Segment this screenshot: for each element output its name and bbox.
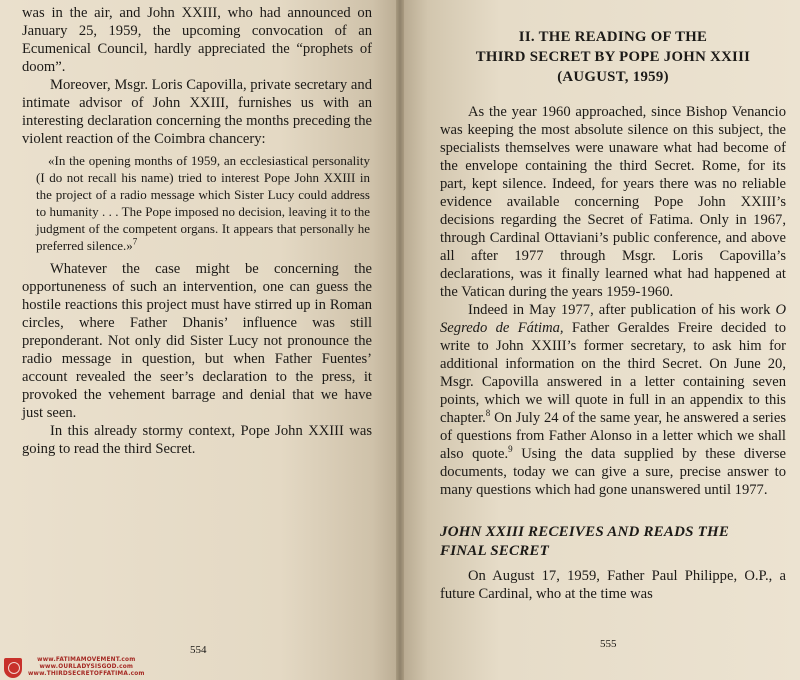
chapter-title-line-3: (AUGUST, 1959) bbox=[557, 69, 669, 85]
book-spine bbox=[396, 0, 404, 680]
right-paragraph-2 bbox=[440, 301, 786, 499]
chapter-title-line-2: THIRD SECRET BY POPE JOHN XXIII bbox=[475, 49, 751, 65]
crest-icon bbox=[4, 658, 22, 678]
right-page-text bbox=[440, 27, 786, 603]
page-number-right: 555 bbox=[600, 638, 617, 650]
left-paragraph-3: Whatever the case might be concerning the opportuneness of such an intervention, one can guess the hostile reactions this project must have stirred up in Roman circles, where Father Dhanis’ influence was still preponderant. Not only did Sister Lucy not pronounce the radio message in question, but when Father Fuentes’ account revealed the seer’s declaration to the press, it provoked the vehement barrage and denial that we have just seen. bbox=[22, 261, 372, 421]
watermark-url-2: www.OURLADYSISGOD.com bbox=[39, 664, 134, 670]
footnote-ref-9: 9 bbox=[508, 444, 513, 455]
section-title bbox=[440, 523, 786, 561]
watermark-url-3: www.THIRDSECRETOFFATIMA.com bbox=[28, 671, 145, 677]
right-paragraph-3: On August 17, 1959, Father Paul Philippe, O.P., a future Cardinal, who at the time was bbox=[440, 568, 786, 602]
left-page-text bbox=[22, 4, 372, 458]
left-paragraph-4: In this already stormy context, Pope John XXIII was going to read the third Secret. bbox=[22, 423, 372, 457]
right-paragraph-1: As the year 1960 approached, since Bishop Venancio was keeping the most absolute silence on this subject, the specialists themselves were unaware what had become of the envelope containing the third Secret. Rome, for its part, kept silence. Indeed, for years there was no reliable evidence available concerning Pope John XXIII’s decisions regarding the Secret of Fatima. Only in 1967, through Cardinal Ottaviani’s public conference, and above all after 1977 through Msgr. Loris Capovilla’s declarations, was it finally learned what had happened at the Vatican during the years 1959-1960. bbox=[440, 104, 786, 300]
page-number-left: 554 bbox=[190, 644, 207, 656]
section-title-line-1: JOHN XXIII RECEIVES AND READS THE bbox=[440, 524, 730, 540]
quote-text: «In the opening months of 1959, an ecclesiastical personality (I do not recall his name) tried to interest Pope John XXIII in the project of a radio message which Sister Lucy could address to humanity . . . The Pope imposed no decision, leaving it to the judgment of the competent organs. It appears that personally he preferred silence.» bbox=[36, 153, 370, 253]
book-title: O Segredo de Fátima, bbox=[440, 302, 786, 336]
chapter-title-line-1: II. THE READING OF THE bbox=[518, 29, 708, 45]
section-title-line-2: FINAL SECRET bbox=[440, 543, 549, 559]
watermark-url-1: www.FATIMAMOVEMENT.com bbox=[37, 657, 136, 663]
left-paragraph-1: was in the air, and John XXIII, who had announced on January 25, 1959, the upcoming convocation of an Ecumenical Council, hardly appreciated the “prophets of doom”. bbox=[22, 5, 372, 75]
footnote-ref-8: 8 bbox=[485, 408, 491, 419]
p2-text-b: Father Geraldes Freire decided to write to John XXIII’s former secretary, to ask him for additional information on the third Secret. On June 20, Msgr. Capovilla answered in a letter containing seven points, which we will quote in full in an appendix to this chapter. bbox=[440, 320, 787, 426]
footnote-ref-7: 7 bbox=[132, 236, 138, 247]
p2-text-d: Using the data supplied by these diverse documents, today we can give a sure, precise answer to many questions which had gone unanswered until 1977. bbox=[440, 446, 786, 498]
left-paragraph-2: Moreover, Msgr. Loris Capovilla, private secretary and intimate advisor of John XXIII, furnishes us with an interesting declaration concerning the months preceding the violent reaction of the Coimbra chancery: bbox=[22, 77, 372, 147]
p2-text-c: On July 24 of the same year, he answered a series of questions from Father Alonso in a letter which we shall also quote. bbox=[440, 410, 786, 462]
p2-text-a: Indeed in May 1977, after publication of his work bbox=[468, 302, 776, 318]
capovilla-quote bbox=[22, 152, 372, 254]
watermark bbox=[4, 657, 145, 678]
chapter-title bbox=[440, 27, 786, 87]
